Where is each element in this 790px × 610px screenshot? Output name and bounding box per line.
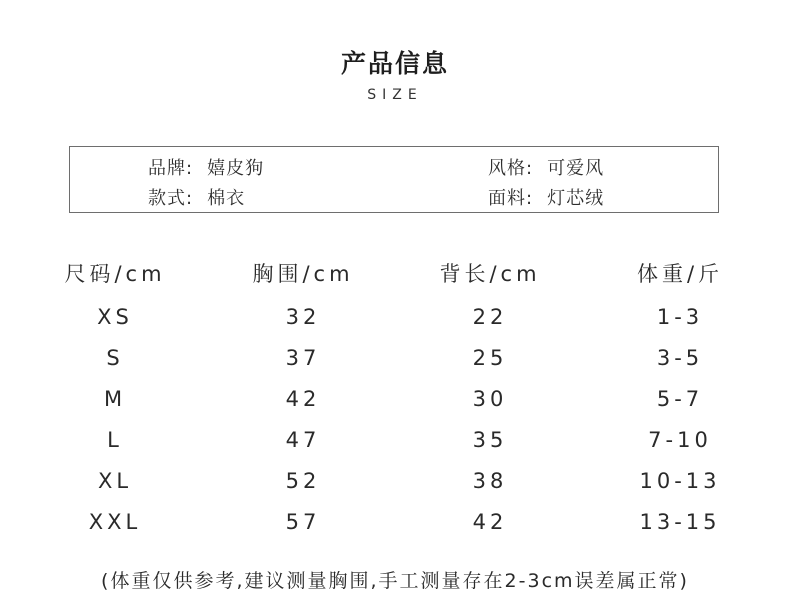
size-table-header-row	[20, 258, 770, 288]
cell-size: XL	[97, 469, 133, 493]
cell-weight: 7-10	[648, 428, 712, 452]
page-subtitle: SIZE	[367, 87, 423, 103]
header-weight: 体重/斤	[636, 262, 724, 286]
table-row	[20, 428, 770, 458]
cell-weight: 10-13	[639, 469, 721, 493]
info-style-label: 款式:	[148, 188, 194, 209]
cell-chest: 47	[285, 428, 321, 452]
info-fabric-label: 面料:	[488, 188, 534, 209]
info-type-value: 可爱风	[547, 158, 605, 179]
cell-back-length: 38	[472, 469, 508, 493]
info-brand	[148, 154, 264, 180]
cell-size: M	[103, 387, 127, 411]
product-info-box	[69, 146, 719, 213]
cell-chest: 52	[285, 469, 321, 493]
cell-size: L	[107, 428, 123, 452]
info-fabric	[488, 184, 604, 210]
cell-back-length: 25	[472, 346, 508, 370]
header-back-length: 背长/cm	[439, 262, 541, 286]
info-fabric-value: 灯芯绒	[547, 188, 605, 209]
info-style	[148, 184, 245, 210]
measurement-note: (体重仅供参考,建议测量胸围,手工测量存在2-3cm误差属正常)	[101, 570, 689, 592]
cell-back-length: 35	[472, 428, 508, 452]
cell-size: S	[106, 346, 124, 370]
cell-chest: 42	[285, 387, 321, 411]
page-title: 产品信息	[340, 49, 449, 78]
table-row	[20, 469, 770, 499]
info-type-label: 风格:	[488, 158, 534, 179]
cell-chest: 37	[285, 346, 321, 370]
cell-back-length: 22	[472, 305, 508, 329]
cell-size: XXL	[88, 510, 142, 534]
info-style-value: 棉衣	[207, 188, 246, 209]
cell-chest: 32	[285, 305, 321, 329]
cell-back-length: 30	[472, 387, 508, 411]
table-row	[20, 346, 770, 376]
header-chest: 胸围/cm	[252, 262, 354, 286]
info-type	[488, 154, 604, 180]
info-brand-value: 嬉皮狗	[207, 158, 265, 179]
table-row	[20, 510, 770, 540]
cell-back-length: 42	[472, 510, 508, 534]
cell-weight: 5-7	[656, 387, 704, 411]
cell-weight: 13-15	[639, 510, 721, 534]
cell-weight: 1-3	[656, 305, 704, 329]
header-size: 尺码/cm	[64, 262, 166, 286]
table-row	[20, 387, 770, 417]
table-row	[20, 305, 770, 335]
cell-chest: 57	[285, 510, 321, 534]
info-brand-label: 品牌:	[148, 158, 194, 179]
cell-size: XS	[97, 305, 133, 329]
cell-weight: 3-5	[656, 346, 704, 370]
